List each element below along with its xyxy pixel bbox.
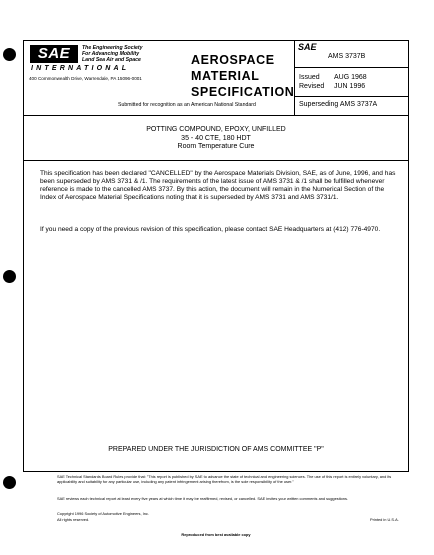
contact-paragraph: If you need a copy of the previous revision of this specification, please contact SAE Headquarters at (412) 776-4970. bbox=[40, 226, 381, 233]
subject-line-2: 35 - 40 CTE, 180 HDT bbox=[181, 134, 251, 142]
title-line-3: SPECIFICATION bbox=[191, 85, 295, 99]
subject-divider bbox=[23, 160, 409, 161]
revised-date: JUN 1996 bbox=[334, 83, 366, 90]
society-tagline bbox=[82, 45, 162, 63]
cancellation-paragraph: This specification has been declared "CANCELLED" by the Aerospace Materials Division, SAE, as of June, 1996, and has been superseded by AMS 3731 & /1. The requirements of the latest issue of AMS 3731 & /1 shall be fulfilled whenever reference is made to the cancelled AMS 3737. By this action, the document will remain in the Numerical Section of the Index of Aerospace Material Specifications noting that it is superseded by AMS 3731 and AMS 3731/1. bbox=[40, 170, 396, 202]
printed-line: Printed in U.S.A. bbox=[370, 517, 399, 522]
tagline-line-3: Land Sea Air and Space bbox=[82, 57, 141, 63]
document-title bbox=[191, 52, 294, 100]
title-line-1: AEROSPACE bbox=[191, 53, 275, 67]
header-divider bbox=[23, 115, 409, 116]
superseding-note: Superseding AMS 3737A bbox=[299, 101, 378, 108]
jurisdiction-line: PREPARED UNDER THE JURISDICTION OF AMS COMMITTEE "P" bbox=[108, 446, 324, 453]
rights-line: All rights reserved. bbox=[57, 517, 90, 522]
policy-statement-2: SAE reviews each technical report at least every five years at which time it may be reaffirmed, revised, or cancelled. SAE invites your written comments and suggestions. bbox=[57, 496, 348, 501]
revised-label: Revised bbox=[299, 83, 325, 90]
subject-line-1: POTTING COMPOUND, EPOXY, UNFILLED bbox=[146, 126, 286, 133]
title-line-2: MATERIAL bbox=[191, 69, 260, 83]
policy-statement-1: SAE Technical Standards Board Rules provide that: "This report is published by SAE to advance the state of technical and engineering sciences. The use of this report is entirely voluntary, and its applicability and suitability for any particular use, including any patent infringement arising therefrom, is the sole responsibility of the user." bbox=[57, 474, 392, 484]
international-label: INTERNATIONAL bbox=[31, 65, 130, 72]
tagline-line-1: The Engineering Society bbox=[82, 45, 143, 51]
right-box-rule-1 bbox=[294, 67, 409, 68]
subject-line-3: Room Temperature Cure bbox=[177, 143, 255, 150]
sae-address: 400 Commonwealth Drive, Warrendale, PA 15096-0001 bbox=[29, 76, 142, 81]
punch-hole-top bbox=[3, 48, 16, 61]
punch-hole-middle bbox=[3, 270, 16, 283]
punch-hole-bottom bbox=[3, 476, 16, 489]
document-number: AMS 3737B bbox=[328, 53, 366, 60]
submitted-note: Submitted for recognition as an American National Standard bbox=[118, 102, 256, 108]
subject-block bbox=[23, 126, 409, 152]
box-sae-logo: SAE bbox=[298, 42, 317, 52]
copyright-line: Copyright 1996 Society of Automotive Engineers, Inc. bbox=[57, 511, 149, 516]
reproduction-note: Reproduced from best available copy bbox=[181, 532, 251, 537]
right-box-rule-2 bbox=[294, 96, 409, 97]
issued-label: Issued bbox=[299, 74, 320, 81]
sae-logo: SAE bbox=[30, 45, 78, 63]
issued-date: AUG 1968 bbox=[334, 74, 367, 81]
tagline-line-2: For Advancing Mobility bbox=[82, 51, 140, 57]
